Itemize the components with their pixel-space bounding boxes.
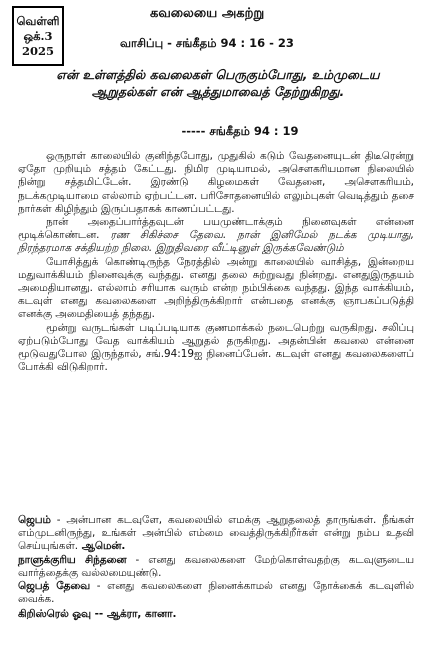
paragraph-2-italic: ரண சிகிச்சை தேவை. நான் இனிமேல் நடக்க முடியாது, நிரந்தரமாக சக்தியற்ற நிலை. இறுதிவரை வீட்டினுள் இருக்கவேண்டும் <box>18 229 414 255</box>
paragraph-2-text: நான் அதைப்பார்த்தவுடன் பயமுண்டாக்கும் நினைவுகள் என்னை மூடிக்கொண்டன. <box>18 216 414 242</box>
paragraph-1: ஒருநாள் காலையில் குனிந்தபோது, முதுகில் கடும் வேதனையுடன் திடீரென்று ஏதோ முறியும் சத்தம் கேட்டது. நிமிர முடியாமல், அசௌகரியமான நிலையில் நின்று சத்தமிட்டேன். இரண்டு கிழமைகள் வேதனை, அசௌகரியம், நடக்கமுடியாமை எல்லாம் ஏற்பட்டன. பரிசோதனையில் எலும்புகள் வெடித்தும் தசை நார்கள் கிழிந்தும் இருப்பதாகக் காணப்பட்டது. <box>18 150 414 215</box>
paragraph-2 <box>18 216 414 256</box>
prayer-label: ஜெபம் <box>18 514 51 526</box>
devotion-title: கவலையை அகற்று <box>150 6 265 21</box>
thought-text: - எனது கவலைகளை மேற்கொள்வதற்கு கடவுளுடைய வார்த்தைக்கு வல்லமையுண்டு. <box>18 553 414 579</box>
closing-section <box>18 514 414 622</box>
paragraph-4: மூன்று வருடங்கள் படிப்படியாக குணமாக்கல் நடைபெற்று வருகிறது. சலிப்பு ஏற்படும்போது வேத வாக்கியம் ஆறுதல் தருகிறது. அதன்பின் கவலை என்னை மூடுவதுபோல இருந்தால், சங்.94:19ஐ நினைப்பேன். கடவுள் எனது கவலைகளைப் போக்கி விடுகிறார். <box>18 321 414 374</box>
prayer-need-label: ஜெபத் தேவை <box>18 580 91 593</box>
date-year: 2025 <box>21 43 54 58</box>
devotion-body <box>18 150 414 374</box>
prayer-text: - அன்பான கடவுளே, கவலையில் எமக்கு ஆறுதலைத் தாருங்கள். நீங்கள் எம்முடனிருந்து, உங்கள் அன்பில் எம்மை வைத்திருக்கிறீர்கள் என்று நம்ப உதவி செய்யுங்கள். <box>18 514 414 553</box>
date-box <box>12 6 64 66</box>
author-signature: கிறிஸ்ரெல் ஓவு -- ஆக்ரா, கானா. <box>18 608 177 621</box>
scripture-reading: வாசிப்பு - சங்கீதம் 94 : 16 - 23 <box>120 36 294 50</box>
prayer-need <box>18 580 414 606</box>
prayer <box>18 514 414 554</box>
date-day-month: ஒக்.3 <box>23 28 53 43</box>
date-day: வெள்ளி <box>16 13 60 28</box>
amen: ஆமென். <box>78 540 126 553</box>
key-verse: என் உள்ளத்தில் கவலைகள் பெருகும்போது, உம்முடைய ஆறுதல்கள் என் ஆத்துமாவைத் தேற்றுகிறது. <box>56 67 380 99</box>
thought-label: நாளுக்குரிய சிந்தனை <box>18 553 127 566</box>
key-verse-reference: ----- சங்கீதம் 94 : 19 <box>181 124 299 138</box>
paragraph-3: யோசித்துக் கொண்டிருந்த நேரத்தில் அன்று காலையில் வாசித்த, இன்றைய மதுவாக்கியம் நினைவுக்கு வந்தது. எனது தலை சுற்றுவது நின்றது. எனதுஇருதயம் அமைதியானது. எல்லாம் சரியாக வரும் என்ற நம்பிக்கை வந்தது. இந்த வாக்கியம், கடவுள் எனது கவலைகளை அறிந்திருக்கிறார் என்பதை எனக்கு ஞாபகப்படுத்தி எனக்கு அமைதியைத் தந்தது. <box>18 255 414 321</box>
thought-for-day <box>18 554 414 580</box>
prayer-need-text: - எனது கவலைகளை நினைக்காமல் எனது நோக்கைக் கடவுளில் வைக்க. <box>18 580 414 606</box>
